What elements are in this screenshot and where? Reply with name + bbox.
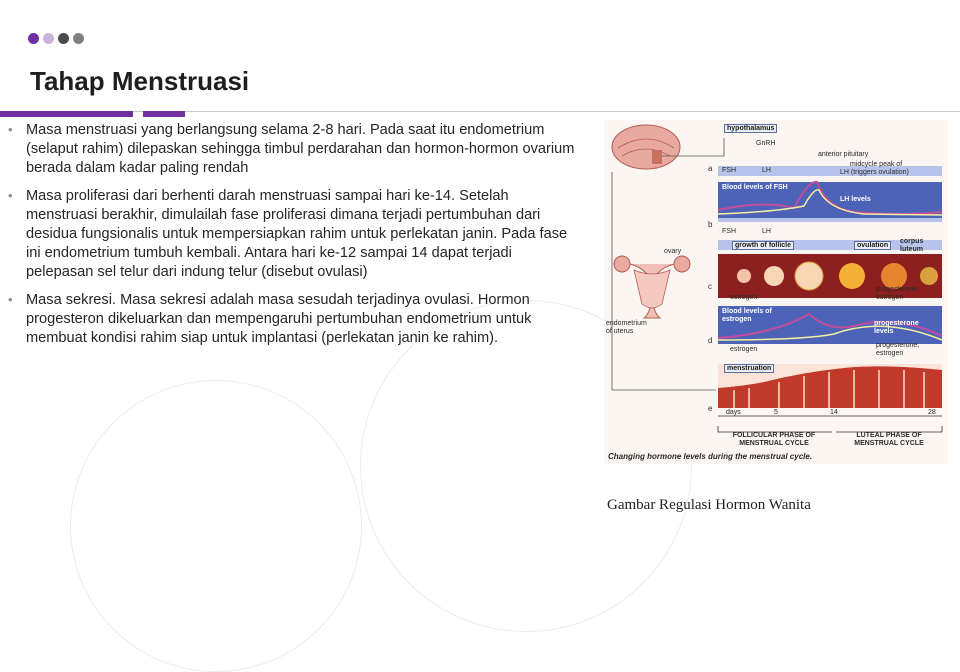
- endometrium-label: endometrium of uterus: [606, 320, 647, 335]
- fsh-label-b: FSH: [722, 228, 736, 235]
- lh-label-a: LH: [762, 167, 771, 174]
- title-underline: [0, 111, 960, 118]
- lh-label-b: LH: [762, 228, 771, 235]
- dot-2: [43, 33, 54, 44]
- anterior-pituitary-label: anterior pituitary: [818, 151, 869, 158]
- bullet-text: Masa menstruasi yang berlangsung selama 2-8 hari. Pada saat itu endometrium (selaput rahim) dilepaskan sehingga timbul perdarahan dan hormon-hormon ovarium berada dalam kadar paling rendah: [26, 122, 575, 176]
- dot-1: [28, 33, 39, 44]
- estrogen-label-c: estrogen: [730, 294, 758, 301]
- bullet-mark: •: [8, 122, 13, 137]
- figure-caption: Changing hormone levels during the menstrual cycle.: [608, 452, 813, 461]
- brain-graphic: [612, 125, 680, 169]
- lh-levels-label: LH levels: [840, 196, 871, 203]
- menstruation-label: menstruation: [724, 364, 774, 373]
- gnrh-label: GnRH: [756, 140, 776, 147]
- blood-estrogen-label: Blood levels of estrogen: [722, 308, 772, 323]
- image-caption: Gambar Regulasi Hormon Wanita: [607, 497, 811, 513]
- bullet-item: [8, 121, 583, 177]
- band-letter-a: a: [708, 164, 713, 173]
- bullet-text: Masa sekresi. Masa sekresi adalah masa sesudah terjadinya ovulasi. Hormon progesteron dikeluarkan dan mempengaruhi pertumbuhan endometrium untuk membuat kondisi rahim siap untuk implantasi (perlekatan janin ke rahim).: [26, 292, 532, 346]
- decorative-dots: [28, 33, 84, 44]
- menstrual-cycle-figure: [604, 120, 948, 464]
- band-letter-b: b: [708, 220, 713, 229]
- growth-of-follicle-label: growth of follicle: [732, 241, 794, 250]
- corpus-luteum-label: corpus luteum: [900, 238, 924, 253]
- progesterone-label-d: progesterone, estrogen: [876, 342, 920, 357]
- bullet-mark: •: [8, 292, 13, 308]
- progesterone-label-c: progesterone, estrogen: [876, 286, 920, 301]
- band-letter-d: d: [708, 336, 713, 345]
- dot-4: [73, 33, 84, 44]
- ovulation-label: ovulation: [854, 241, 891, 250]
- day-5-label: 5: [774, 409, 778, 416]
- estrogen-label-d: estrogen: [730, 346, 758, 353]
- midcycle-peak-label: midcycle peak of: [850, 161, 903, 168]
- band-letter-c: c: [708, 282, 712, 291]
- day-28-label: 28: [928, 409, 936, 416]
- underline-bar-right: [143, 111, 185, 117]
- progesterone-levels-label: progesterone levels: [874, 320, 919, 335]
- bullet-text: Masa proliferasi dari berhenti darah menstruasi sampai hari ke-14. Setelah menstruasi berakhir, dimulailah fase proliferasi dimana terjadi pertumbuhan dari desidua fungsionalis untuk mempersiapkan rahim untuk perlekatan janin. Pada fase ini endometrium tumbuh kembali. Antara hari ke-12 sampai 14 dapat terjadi pelepasan sel telur dari indung telur (disebut ovulasi): [26, 188, 568, 280]
- background-circle-small: [70, 380, 362, 672]
- slide-title: Tahap Menstruasi: [30, 66, 250, 96]
- luteal-phase-label: LUTEAL PHASE OF MENSTRUAL CYCLE: [854, 432, 924, 447]
- fsh-label-a: FSH: [722, 167, 736, 174]
- underline-bar-left: [0, 111, 133, 117]
- midcycle-peak-label-2: LH (triggers ovulation): [840, 169, 909, 176]
- blood-fsh-label: Blood levels of FSH: [722, 184, 788, 191]
- bullet-item: [8, 187, 583, 281]
- day-14-label: 14: [830, 409, 838, 416]
- follicular-phase-label: FOLLICULAR PHASE OF MENSTRUAL CYCLE: [732, 432, 816, 447]
- dot-3: [58, 33, 69, 44]
- days-label: days: [726, 409, 741, 416]
- bullet-item: [8, 291, 583, 347]
- band-letter-e: e: [708, 404, 713, 413]
- hypothalamus-label: hypothalamus: [724, 124, 777, 133]
- bullet-list: [8, 121, 583, 358]
- bullet-mark: •: [8, 188, 13, 204]
- ovary-label: ovary: [664, 248, 682, 255]
